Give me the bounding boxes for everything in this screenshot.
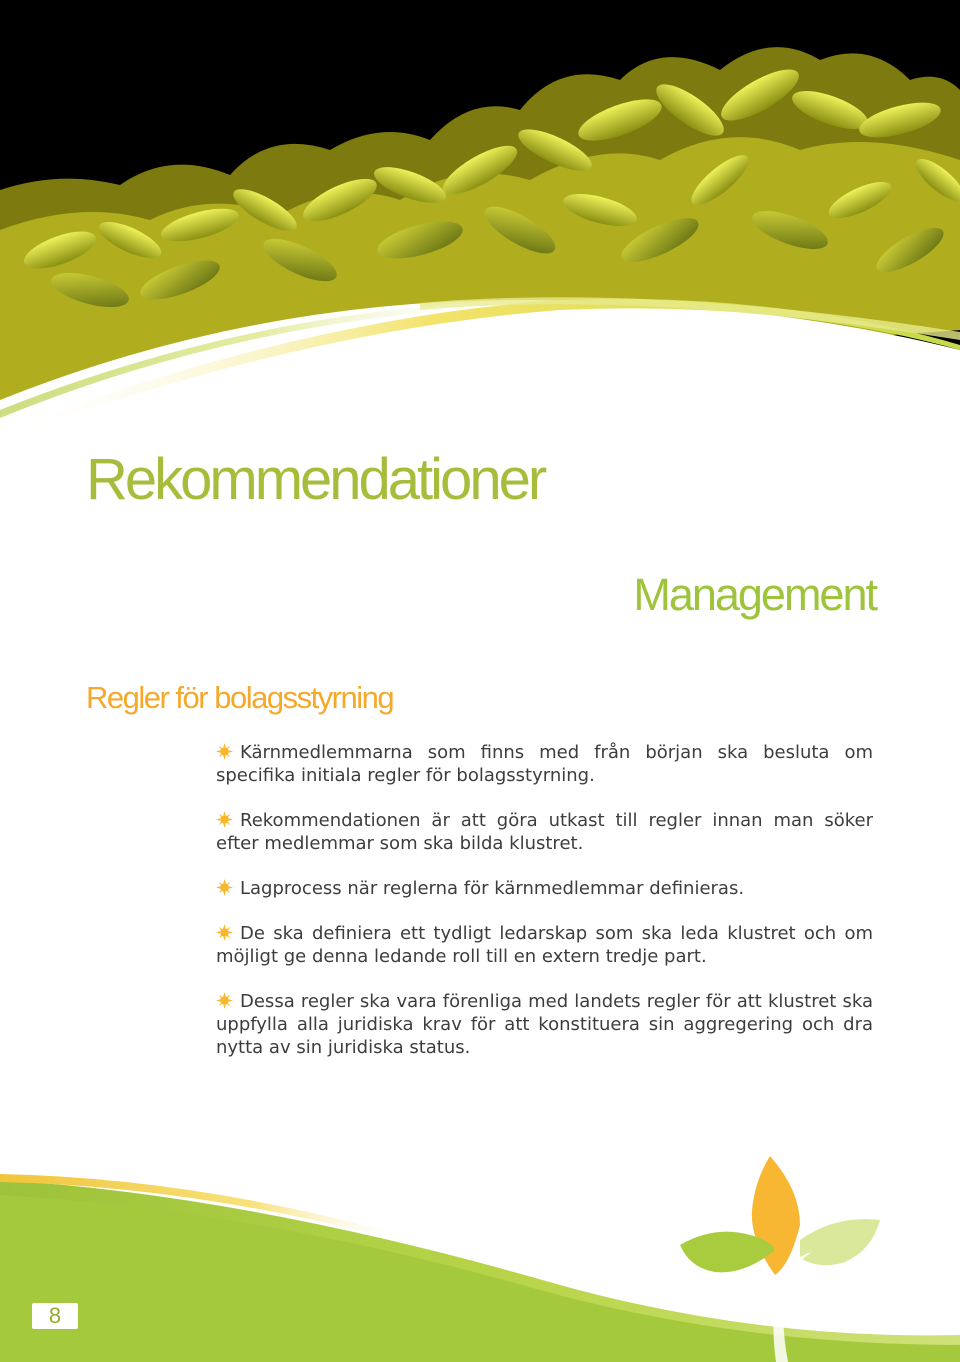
list-item: [216, 877, 873, 900]
header-photo: [0, 0, 960, 460]
list-item-text: Kärnmedlemmarna som finns med från början ska besluta om specifika initiala regler för bolagsstyrning.: [216, 742, 873, 786]
sun-bullet-icon: [216, 743, 233, 760]
sun-bullet-icon: [216, 992, 233, 1009]
list-item: [216, 922, 873, 968]
list-item: [216, 741, 873, 787]
list-item-text: Lagprocess när reglerna för kärnmedlemmar definieras.: [240, 878, 745, 899]
list-item-text: Dessa regler ska vara förenliga med landets regler för att klustret ska uppfylla alla juridiska krav för att konstituera sin aggregering och dra nytta av sin juridiska status.: [216, 991, 873, 1058]
section-heading: Regler för bolagsstyrning: [86, 680, 394, 715]
list-item: [216, 990, 873, 1059]
page-subtitle: Management: [633, 569, 876, 620]
sun-bullet-icon: [216, 924, 233, 941]
page-number: 8: [32, 1303, 78, 1329]
footer-wave: [0, 1140, 960, 1362]
sun-bullet-icon: [216, 811, 233, 828]
list-item-text: Rekommendationen är att göra utkast till regler innan man söker efter medlemmar som ska bilda klustret.: [216, 810, 873, 854]
sun-bullet-icon: [216, 879, 233, 896]
bullet-list: [216, 741, 873, 1081]
list-item-text: De ska definiera ett tydligt ledarskap som ska leda klustret och om möjligt ge denna ledande roll till en extern tredje part.: [216, 923, 873, 967]
list-item: [216, 809, 873, 855]
page-title: Rekommendationer: [86, 447, 545, 512]
